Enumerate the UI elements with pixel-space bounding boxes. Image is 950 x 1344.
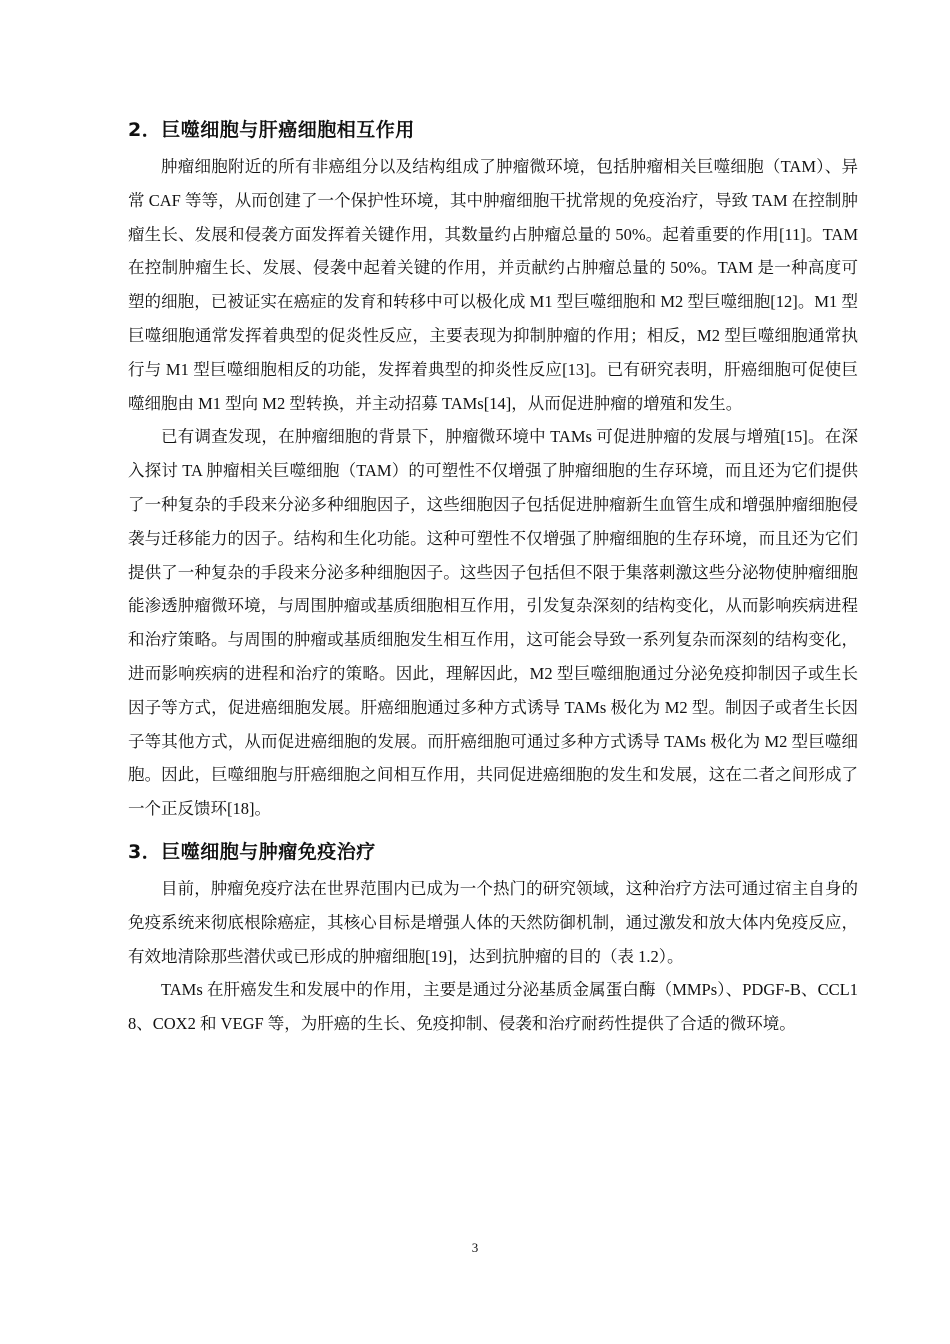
paragraph-immunotherapy-intro: 目前，肿瘤免疫疗法在世界范围内已成为一个热门的研究领域，这种治疗方法可通过宿主自身的免疫系统来彻底根除癌症，其核心目标是增强人体的天然防御机制，通过激发和放大体内免疫反应，有效地清除那些潜伏或已形成的肿瘤细胞[19]，达到抗肿瘤的目的（表 1.2）。 [128, 878, 858, 966]
page-body [128, 112, 858, 1041]
paragraph-tam-overview: 肿瘤细胞附近的所有非癌组分以及结构组成了肿瘤微环境，包括肿瘤相关巨噬细胞（TAM）、异常 CAF 等等，从而创建了一个保护性环境，其中肿瘤细胞干扰常规的免疫治疗，导致 TAM 在控制肿瘤生长、发展和侵袭方面发挥着关键作用，其数量约占肿瘤总量的 50%。起着重要的作用[11]。TAM 在控制肿瘤生长、发展、侵袭中起着关键的作用，并贡献约占肿瘤总量的 50%。TAM 是一种高度可塑的细胞，已被证实在癌症的发育和转移中可以极化成 M1 型巨噬细胞和 M2 型巨噬细胞[12]。M1 型巨噬细胞通常发挥着典型的促炎性反应，主要表现为抑制肿瘤的作用；相反，M2 型巨噬细胞通常执行与 M1 型巨噬细胞相反的功能，发挥着典型的抑炎性反应[13]。已有研究表明，肝癌细胞可促使巨噬细胞由 M1 型向 M2 型转换，并主动招募 TAMs[14]，从而促进肿瘤的增殖和发生。 [128, 157, 858, 413]
section-heading-macrophage-immunotherapy: 3．巨噬细胞与肿瘤免疫治疗 [128, 840, 376, 863]
section-heading-macrophage-hcc-interaction: 2．巨噬细胞与肝癌细胞相互作用 [128, 119, 415, 141]
paragraph-tam-promotion: 已有调查发现，在肿瘤细胞的背景下，肿瘤微环境中 TAMs 可促进肿瘤的发展与增殖[15]。在深入探讨 TA 肿瘤相关巨噬细胞（TAM）的可塑性不仅增强了肿瘤细胞的生存环境，而且还为它们提供了一种复杂的手段来分泌多种细胞因子，这些细胞因子包括促进肿瘤新生血管生成和增强肿瘤细胞侵袭与迁移能力的因子。结构和生化功能。这种可塑性不仅增强了肿瘤细胞的生存环境，而且还为它们提供了一种复杂的手段来分泌多种细胞因子。这些因子包括但不限于集落刺激这些分泌物使肿瘤细胞能渗透肿瘤微环境，与周围肿瘤或基质细胞相互作用，引发复杂深刻的结构变化，从而影响疾病进程和治疗策略。与周围的肿瘤或基质细胞发生相互作用，这可能会导致一系列复杂而深刻的结构变化，进而影响疾病的进程和治疗的策略。因此，理解因此，M2 型巨噬细胞通过分泌免疫抑制因子或生长因子等方式，促进癌细胞发展。肝癌细胞通过多种方式诱导 TAMs 极化为 M2 型。制因子或者生长因子等其他方式，从而促进癌细胞的发展。而肝癌细胞可通过多种方式诱导 TAMs 极化为 M2 型巨噬细胞。因此，巨噬细胞与肝癌细胞之间相互作用，共同促进癌细胞的发生和发展，这在二者之间形成了一个正反馈环[18]。 [128, 427, 858, 819]
paragraph-tam-role-hcc: TAMs 在肝癌发生和发展中的作用，主要是通过分泌基质金属蛋白酶（MMPs）、PDGF-B、CCL18、COX2 和 VEGF 等，为肝癌的生长、免疫抑制、侵袭和治疗耐药性提供了合适的微环境。 [128, 980, 858, 1034]
page-number: 3 [471, 1240, 479, 1255]
